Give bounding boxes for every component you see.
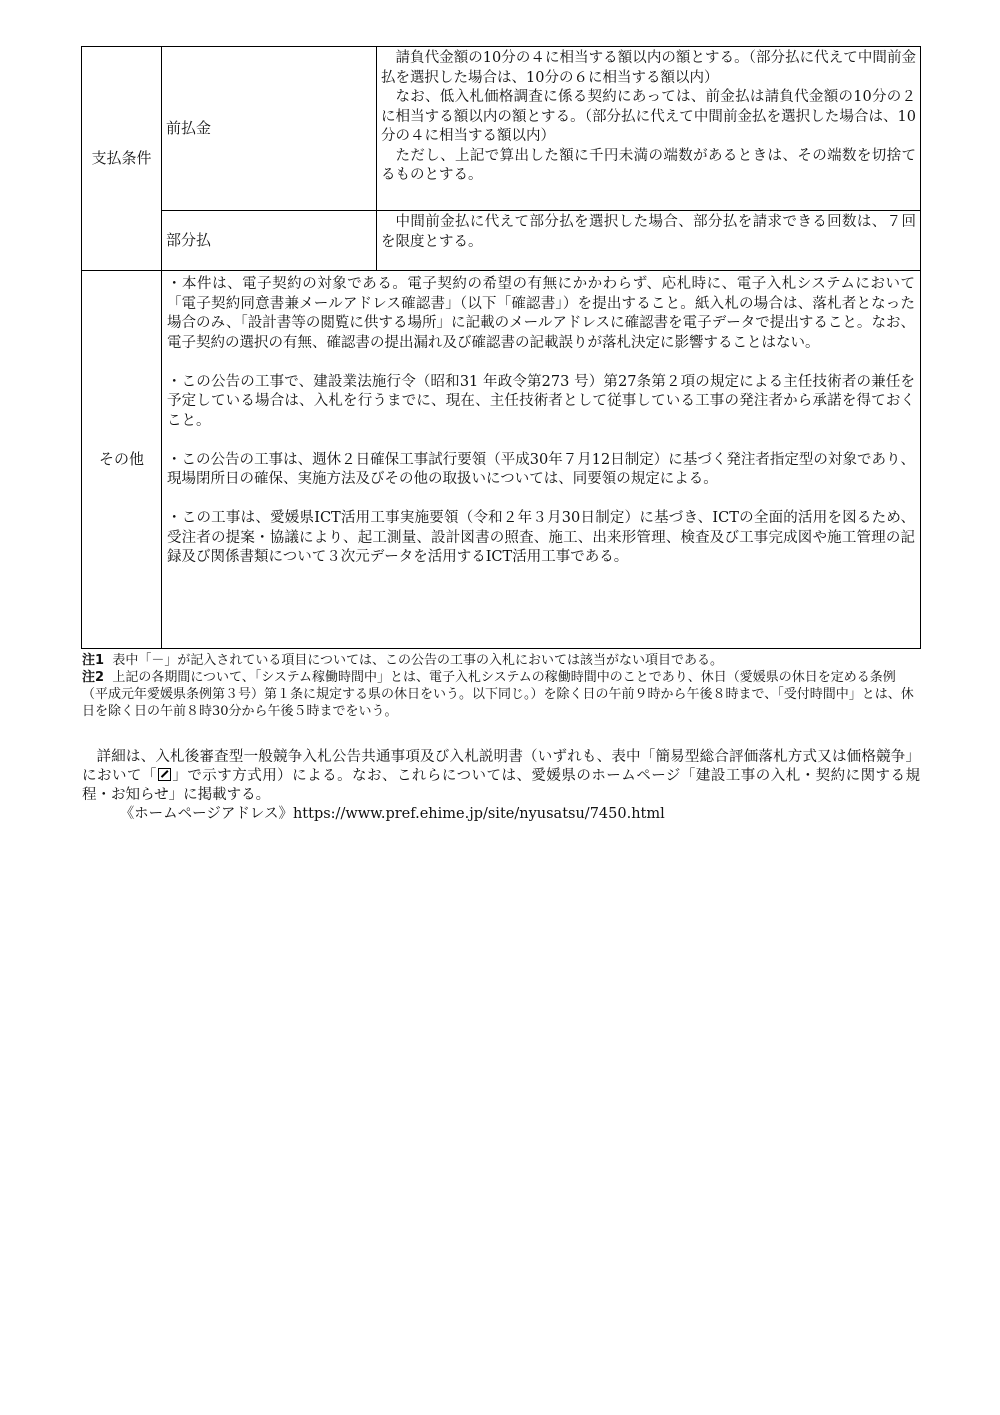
other-paragraph-1: ・本件は、電子契約の対象である。電子契約の希望の有無にかかわらず、応札時に、電子入札システムにおいて「電子契約同意書兼メールアドレス確認書」（以下「確認書」）を提出すること。紙入札の場合は、落札者となった場合のみ、「設計書等の閲覧に供する場所」に記載のメールアドレスに確認書を電子データで提出すること。なお、電子契約の選択の有無、確認書の提出漏れ及び確認書の記載誤りが落札決定に影響することはない。 <box>167 276 915 351</box>
note-1-label: 注1 <box>82 653 105 668</box>
conditions-table <box>81 46 921 649</box>
advance-paragraph-1: 請負代金額の10分の４に相当する額以内の額とする。（部分払に代えて中間前金払を選択した場合は、10分の６に相当する額以内） <box>381 50 916 86</box>
other-paragraph-2: ・この公告の工事で、建設業法施行令（昭和31 年政令第273 号）第27条第２項の規定による主任技術者の兼任を予定している場合は、入札を行うまでに、現在、主任技術者として従事している工事の発注者から承諾を得ておくこと。 <box>167 373 915 429</box>
note-1 <box>82 652 920 669</box>
advance-label-cell <box>162 47 377 211</box>
other-text-cell <box>162 271 921 649</box>
detail-text-after: 」で示す方式用）による。なお、これらについては、愛媛県のホームページ「建設工事の入札・契約に関する規程・お知らせ」に掲載する。 <box>82 768 920 803</box>
other-paragraph-4: ・この工事は、愛媛県ICT活用工事実施要領（令和２年３月30日制定）に基づき、ICTの全面的活用を図るため、受注者の提案・協議により、起工測量、設計図書の照査、施工、出来形管理、検査及び工事完成図や施工管理の記録及び関係書類について３次元データを活用するICT活用工事である。 <box>167 510 915 565</box>
payment-label: 支払条件 <box>91 148 152 167</box>
partial-paragraph: 中間前金払に代えて部分払を選択した場合、部分払を請求できる回数は、７回を限度とする。 <box>381 214 916 250</box>
detail-text-before: 詳細は、入札後審査型一般競争入札公告共通事項及び入札説明書（いずれも、表中「簡易型総合評価落札方式又は価格競争」において「 <box>82 749 920 784</box>
other-label-cell <box>82 271 162 649</box>
detail-section <box>82 748 920 824</box>
note-2-text: 上記の各期間について、「システム稼働時間中」とは、電子入札システムの稼働時間中のことであり、休日（愛媛県の休日を定める条例（平成元年愛媛県条例第３号）第１条に規定する県の休日をいう。以下同じ。）を除く日の午前９時から午後８時まで、「受付時間中」とは、休日を除く日の午前８時30分から午後５時までをいう。 <box>82 670 914 719</box>
partial-label-cell <box>162 211 377 271</box>
checked-box-icon <box>158 768 171 781</box>
payment-label-cell <box>82 47 162 271</box>
advance-paragraph-3: ただし、上記で算出した額に千円未満の端数があるときは、その端数を切捨てるものとする。 <box>381 147 916 183</box>
advance-paragraph-2: なお、低入札価格調査に係る契約にあっては、前金払は請負代金額の10分の２に相当する額以内の額とする。（部分払に代えて中間前金払を選択した場合は、10分の４に相当する額以内） <box>381 89 916 144</box>
note-1-text: 表中「－」が記入されている項目については、この公告の工事の入札においては該当がない項目である。 <box>112 653 724 668</box>
homepage-url: 《ホームページアドレス》https://www.pref.ehime.jp/site/nyusatsu/7450.html <box>119 806 665 822</box>
partial-label: 部分払 <box>166 230 212 249</box>
other-label: その他 <box>98 449 144 468</box>
note-2 <box>82 669 920 720</box>
advance-text-cell <box>377 47 921 211</box>
partial-text-cell <box>377 211 921 271</box>
note-2-label: 注2 <box>82 670 105 685</box>
advance-label: 前払金 <box>166 118 212 137</box>
other-paragraph-3: ・この公告の工事は、週休２日確保工事試行要領（平成30年７月12日制定）に基づく発注者指定型の対象であり、現場閉所日の確保、実施方法及びその他の取扱いについては、同要領の規定による。 <box>167 451 915 487</box>
detail-paragraph <box>82 748 920 805</box>
notes-section <box>82 652 920 720</box>
